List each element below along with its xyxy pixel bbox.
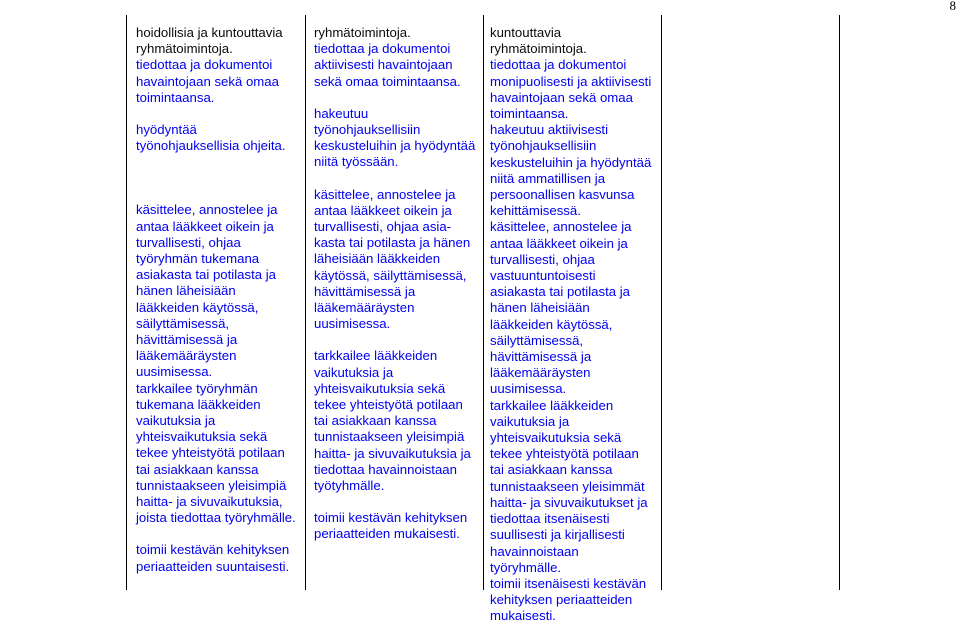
text-line: säilyttämisessä, — [490, 332, 584, 348]
criteria-text-block — [136, 202, 296, 380]
column-satisfactory — [136, 25, 296, 575]
table-border — [126, 15, 127, 590]
text-line: työnohjauksellisia ohjeita. — [136, 138, 286, 154]
text-line: keskusteluihin ja hyödyntää — [490, 154, 652, 170]
text-line: toimintaansa. — [136, 89, 215, 105]
text-line: työryhmän tukemana — [136, 251, 260, 267]
criteria-text-block — [314, 106, 475, 171]
text-line: tukemana lääkkeiden — [136, 396, 261, 412]
column-excellent — [490, 25, 651, 625]
table-border — [483, 15, 484, 590]
text-line: antaa lääkkeet oikein ja — [314, 202, 452, 218]
text-line: hänen läheisiään — [136, 283, 236, 299]
text-line: vastuuntuntoisesti — [490, 268, 596, 284]
text-line: hoidollisia ja kuntouttavia — [136, 25, 283, 40]
text-line: niitä ammatillisen ja — [490, 170, 606, 186]
text-line: haitta- ja sivuvaikutuksia, — [136, 494, 283, 510]
criteria-text-block — [314, 25, 475, 41]
text-line: kehittämisessä. — [490, 203, 581, 219]
text-line: uusimisessa. — [490, 381, 567, 397]
text-line: yhteisvaikutuksia sekä — [490, 430, 622, 446]
text-line: työnohjauksellisiin — [314, 122, 421, 138]
text-line: tiedottaa havainnoistaan — [314, 461, 457, 477]
text-line: kasta tai potilasta ja hänen — [314, 235, 471, 251]
text-line: hänen läheisiään — [490, 300, 590, 316]
text-line: turvallisesti, ohjaa — [490, 251, 595, 267]
text-line: haitta- ja sivuvaikutukset ja — [490, 494, 648, 510]
text-line: tai asiakkaan kanssa — [490, 462, 613, 478]
criteria-text-block — [136, 57, 296, 106]
text-line: asiakasta tai potilasta ja — [490, 284, 631, 300]
text-line: käsittelee, annostelee ja — [314, 186, 456, 202]
criteria-text-block — [490, 25, 651, 57]
text-line: tekee yhteistyötä potilaan — [490, 446, 639, 462]
text-line: havaintojaan sekä omaa — [136, 73, 279, 89]
text-line: lääkkeiden käytössä, — [136, 299, 259, 315]
text-line: kehityksen periaatteiden — [490, 592, 633, 608]
criteria-text-block — [490, 398, 651, 576]
text-line: tarkkailee lääkkeiden — [490, 397, 614, 413]
text-line: työtyhmälle. — [314, 478, 385, 494]
text-line: lääkemääräysten — [490, 365, 591, 381]
text-line: tarkkailee työryhmän — [136, 380, 258, 396]
text-line: työryhmälle. — [490, 559, 562, 575]
text-line: ryhmätoimintoja. — [136, 41, 233, 57]
text-line: käytössä, säilyttämisessä, — [314, 267, 467, 283]
text-line: lääkemääräysten — [314, 300, 415, 316]
text-line: turvallisesti, ohjaa — [136, 234, 241, 250]
text-line: yhteisvaikutuksia sekä — [136, 429, 268, 445]
text-line: hävittämisessä ja — [490, 349, 592, 365]
text-line: vaikutuksia ja — [490, 413, 570, 429]
text-line: kuntouttavia — [490, 25, 562, 40]
text-line: niitä työssään. — [314, 154, 399, 170]
text-line: suullisesti ja kirjallisesti — [490, 527, 625, 543]
text-line: ryhmätoimintoja. — [490, 41, 587, 57]
text-line: lääkkeiden käytössä, — [490, 316, 613, 332]
text-line: hävittämisessä ja — [314, 283, 416, 299]
criteria-text-block — [136, 381, 296, 527]
text-line: yhteisvaikutuksia sekä — [314, 380, 446, 396]
text-line: uusimisessa. — [314, 316, 391, 332]
text-line: toimintaansa. — [490, 106, 569, 122]
text-line: sekä omaa toimintaansa. — [314, 73, 461, 89]
blank-line — [136, 154, 296, 170]
text-line: haitta- ja sivuvaikutuksia ja — [314, 445, 471, 461]
text-line: periaatteiden mukaisesti. — [314, 526, 460, 542]
text-line: periaatteiden suuntaisesti. — [136, 558, 290, 574]
blank-line — [314, 90, 475, 106]
criteria-text-block — [136, 122, 296, 154]
text-line: säilyttämisessä, — [136, 315, 230, 331]
blank-line — [136, 170, 296, 186]
text-line: tarkkailee lääkkeiden — [314, 348, 438, 364]
text-line: havainnoistaan — [490, 543, 579, 559]
text-line: antaa lääkkeet oikein ja — [490, 235, 628, 251]
text-line: turvallisesti, ohjaa asia- — [314, 219, 452, 235]
text-line: käsittelee, annostelee ja — [490, 219, 632, 235]
text-line: tiedottaa ja dokumentoi — [490, 57, 627, 73]
text-line: toimii kestävän kehityksen — [314, 510, 468, 526]
table-border — [839, 15, 840, 590]
criteria-text-block — [314, 41, 475, 90]
criteria-text-block — [314, 510, 475, 542]
text-line: vaikutuksia ja — [136, 413, 216, 429]
blank-line — [314, 171, 475, 187]
text-line: läheisiään lääkkeiden — [314, 251, 441, 267]
text-line: tiedottaa ja dokumentoi — [136, 57, 273, 73]
blank-line — [136, 186, 296, 202]
criteria-text-block — [136, 542, 296, 574]
table-border — [305, 15, 306, 590]
text-line: tunnistaakseen yleisimmät — [490, 478, 645, 494]
text-line: mukaisesti. — [490, 608, 556, 624]
text-line: toimii itsenäisesti kestävän — [490, 575, 647, 591]
blank-line — [136, 526, 296, 542]
text-line: käsittelee, annostelee ja — [136, 202, 278, 218]
text-line: ryhmätoimintoja. — [314, 25, 411, 40]
text-line: keskusteluihin ja hyödyntää — [314, 138, 476, 154]
text-line: tiedottaa ja dokumentoi — [314, 41, 451, 57]
text-line: toimii kestävän kehityksen — [136, 542, 290, 558]
text-line: tiedottaa itsenäisesti — [490, 511, 610, 527]
text-line: työnohjauksellisiin — [490, 138, 597, 154]
criteria-text-block — [314, 187, 475, 333]
blank-line — [314, 494, 475, 510]
text-line: hakeutuu aktiivisesti — [490, 122, 609, 138]
text-line: hävittämisessä ja — [136, 332, 238, 348]
table-border — [661, 15, 662, 590]
column-good — [314, 25, 475, 543]
blank-line — [136, 106, 296, 122]
text-line: hyödyntää — [136, 122, 197, 138]
criteria-text-block — [490, 122, 651, 219]
text-line: uusimisessa. — [136, 364, 213, 380]
text-line: persoonallisen kasvunsa — [490, 187, 635, 203]
text-line: antaa lääkkeet oikein ja — [136, 218, 274, 234]
text-line: lääkemääräysten — [136, 348, 237, 364]
page-number: 8 — [949, 0, 956, 13]
text-line: monipuolisesti ja aktiivisesti — [490, 73, 652, 89]
text-line: havaintojaan sekä omaa — [490, 89, 633, 105]
text-line: tunnistaakseen yleisimpiä — [314, 429, 465, 445]
text-line: tai asiakkaan kanssa — [136, 461, 259, 477]
criteria-text-block — [490, 576, 651, 625]
criteria-text-block — [490, 57, 651, 122]
text-line: hakeutuu — [314, 105, 369, 121]
text-line: asiakasta tai potilasta ja — [136, 267, 277, 283]
text-line: vaikutuksia ja — [314, 364, 394, 380]
blank-line — [314, 332, 475, 348]
text-line: tekee yhteistyötä potilaan — [314, 397, 463, 413]
criteria-text-block — [136, 25, 296, 57]
text-line: tekee yhteistyötä potilaan — [136, 445, 285, 461]
text-line: aktiivisesti havaintojaan — [314, 57, 453, 73]
text-line: joista tiedottaa työryhmälle. — [136, 510, 296, 526]
text-line: tai asiakkaan kanssa — [314, 413, 437, 429]
criteria-text-block — [314, 348, 475, 494]
criteria-text-block — [490, 219, 651, 397]
text-line: tunnistaakseen yleisimpiä — [136, 477, 287, 493]
